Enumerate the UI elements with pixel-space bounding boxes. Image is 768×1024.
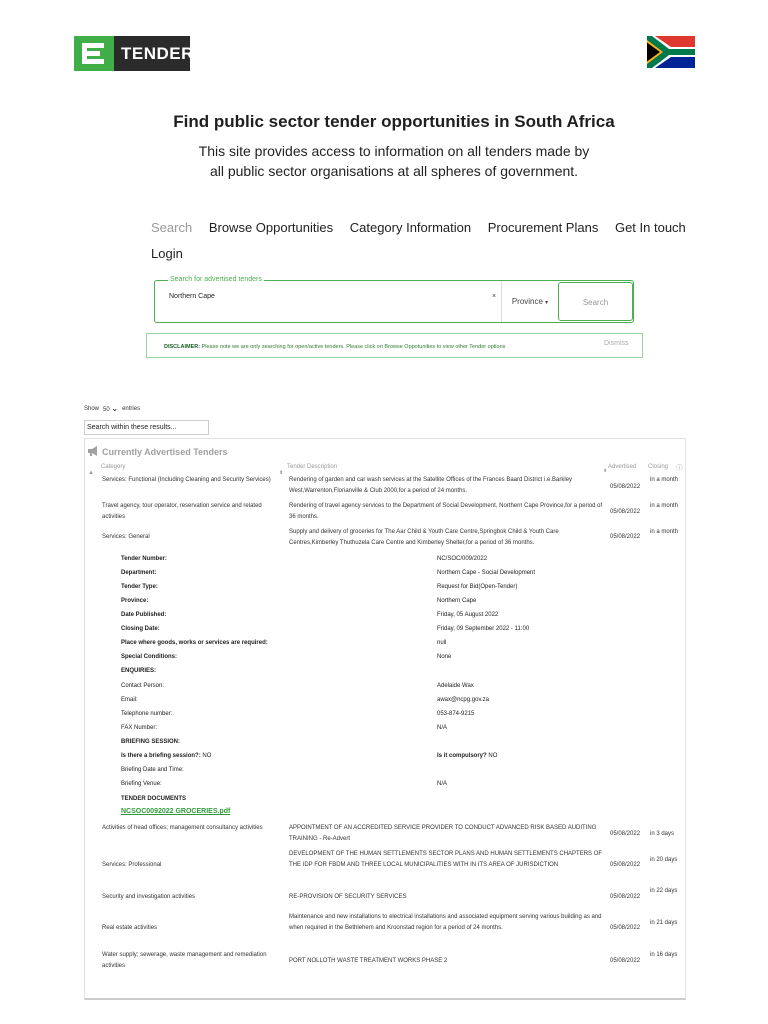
header-advertised[interactable]: Advertised <box>608 464 637 470</box>
nav-category-information[interactable]: Category Information <box>349 220 472 235</box>
megaphone-icon <box>87 446 99 458</box>
detail-value: NC/SOC/009/2022 <box>437 556 488 562</box>
row-description: RE-PROVISION OF SECURITY SERVICES <box>289 894 407 900</box>
search-legend: Search for advertised tenders <box>170 276 262 283</box>
row-category: Travel agency, tour operator, reservation service and related activities <box>102 503 262 520</box>
row-advertised: 05/08/2022 <box>610 925 641 931</box>
section-label: ENQUIRIES: <box>121 668 157 674</box>
detail-label: Tender Number: <box>121 556 167 562</box>
detail-value: N/A <box>437 725 448 731</box>
info-icon[interactable]: ⓘ <box>676 465 683 472</box>
sort-icon[interactable]: ⬍ <box>603 468 608 474</box>
search-button[interactable]: Search <box>558 282 633 321</box>
row-description: Rendering of travel agency services to the Department of Social Development, Northern Cape Province,for a period of 36 months. <box>289 503 603 520</box>
detail-value: Friday, 09 September 2022 - 11:00 <box>437 626 530 632</box>
detail-value: Request for Bid(Open-Tender) <box>437 584 518 590</box>
table-row[interactable] <box>102 886 684 910</box>
detail-label: Is there a briefing session?: <box>121 753 201 759</box>
page-title: Find public sector tender opportunities in South Africa <box>173 112 615 131</box>
header-closing[interactable]: Closing <box>648 464 669 470</box>
entries-select[interactable]: 50 ⌄ <box>103 404 119 413</box>
detail-label: Email: <box>121 697 138 703</box>
header-category[interactable]: Category <box>101 464 126 470</box>
row-category: Services: General <box>102 534 150 540</box>
subtitle-line-1: This site provides access to information on all tenders made by <box>198 143 590 159</box>
row-advertised: 05/08/2022 <box>610 831 641 837</box>
detail-label: Closing Date: <box>121 626 160 632</box>
table-row[interactable] <box>102 501 684 527</box>
row-category: Water supply; sewerage, waste management and remediation activities <box>102 952 267 969</box>
subtitle-line-2: all public sector organisations at all spheres of government. <box>209 163 579 179</box>
filter-results-input[interactable]: Search within these results... <box>84 420 209 435</box>
disclaimer-label: DISCLAIMER: <box>164 344 201 350</box>
clear-search-icon[interactable]: × <box>492 293 497 300</box>
brand-logo[interactable] <box>74 36 194 71</box>
row-category: Services: Professional <box>102 862 162 868</box>
south-africa-flag-icon <box>647 36 695 68</box>
disclaimer-message: Please note we are only searching for open/active tenders. Please click on Browse Oppotunities to view other Tender options <box>201 344 506 350</box>
nav-search[interactable]: Search <box>151 220 193 235</box>
row-closing: in 3 days <box>650 831 675 837</box>
row-advertised: 05/08/2022 <box>610 509 641 515</box>
nav-get-in-touch[interactable]: Get In touch <box>614 220 686 235</box>
detail-value: Northern Cape <box>437 598 477 604</box>
tender-document-link[interactable]: NCSOC0092022 GROCERIES.pdf <box>121 808 231 815</box>
detail-label: Telephone number: <box>121 711 173 717</box>
table-row[interactable] <box>102 527 684 551</box>
detail-label: FAX Number: <box>121 725 158 731</box>
detail-label: Tender Type: <box>121 584 158 590</box>
row-advertised: 05/08/2022 <box>610 534 641 540</box>
detail-value: 053-874-9215 <box>437 711 475 717</box>
row-category: Activities of head offices; management consultancy activities <box>102 825 263 831</box>
table-row[interactable] <box>102 912 684 946</box>
row-closing: in 21 days <box>650 920 678 926</box>
logo-text: TENDER <box>114 36 190 71</box>
detail-label: Department: <box>121 570 157 576</box>
detail-row <box>437 753 497 759</box>
detail-row <box>121 753 211 759</box>
sort-up-icon[interactable]: ▲ <box>88 470 94 476</box>
province-dropdown[interactable] <box>501 281 558 322</box>
table-row[interactable] <box>102 849 684 883</box>
row-closing: in a month <box>650 503 679 509</box>
section-label: TENDER DOCUMENTS <box>121 796 187 802</box>
detail-value: Northern Cape - Social Development <box>437 570 536 576</box>
detail-label: Briefing Venue: <box>121 781 162 787</box>
table-row[interactable] <box>102 475 684 501</box>
caret-down-icon: ▾ <box>545 300 549 306</box>
table-caption <box>87 446 228 458</box>
row-advertised: 05/08/2022 <box>610 958 641 964</box>
row-category: Security and investigation activities <box>102 894 196 900</box>
detail-value: NO <box>488 753 498 759</box>
detail-value: Friday, 05 August 2022 <box>437 612 499 618</box>
row-description: DEVELOPMENT OF THE HUMAN SETTLEMENTS SECTOR PLANS AND HUMAN SETTLEMENTS CHAPTERS OF THE IDP FOR FBDM AND THREE LOCAL MUNICIPALITIES WITH IN ITS AREA OF JURISDICTION <box>289 851 603 868</box>
detail-label: Contact Person: <box>121 683 165 689</box>
row-advertised: 05/08/2022 <box>610 894 641 900</box>
detail-label: Date Published: <box>121 612 167 618</box>
detail-label: Province: <box>121 598 149 604</box>
row-advertised: 05/08/2022 <box>610 484 641 490</box>
row-description: Maintenance and new installations to electrical installations and associated equipment serving various building as and when required in the Bethlehem and Kroonstad region for a period of 24 months. <box>289 914 602 931</box>
detail-value: None <box>437 654 452 660</box>
detail-value: Adelaide Wax <box>437 683 474 689</box>
detail-label: Is it compulsory? <box>437 753 487 759</box>
nav-login[interactable]: Login <box>151 246 183 261</box>
search-input[interactable]: Northern Cape <box>169 293 215 300</box>
chevron-down-icon: ⌄ <box>111 404 119 413</box>
detail-value: null <box>437 640 447 646</box>
row-closing: in a month <box>650 477 679 483</box>
section-label: BRIEFING SESSION: <box>121 739 181 745</box>
row-closing: in a month <box>650 529 679 535</box>
detail-value: NO <box>202 753 212 759</box>
row-category: Real estate activities <box>102 925 158 931</box>
detail-label: Briefing Date and Time: <box>121 767 184 773</box>
header-description[interactable]: Tender Description <box>287 464 338 470</box>
row-closing: in 20 days <box>650 857 678 863</box>
dismiss-button[interactable]: Dismiss <box>604 340 629 347</box>
disclaimer-text <box>164 344 505 350</box>
row-category: Services: Functional (Including Cleaning and Security Services) <box>102 477 271 483</box>
table-row[interactable] <box>102 823 684 849</box>
main-nav <box>151 220 699 235</box>
detail-label: Place where goods, works or services are required: <box>121 640 268 646</box>
entries-control <box>84 404 140 413</box>
row-description: APPOINTMENT OF AN ACCREDITED SERVICE PROVIDER TO CONDUCT ADVANCED RISK BASED AUDITING TRAINING - Re-Advert <box>289 825 597 842</box>
row-description: Rendering of garden and car wash services at the Satellite Offices of the Frances Baard District i.e.Barkley West,Warrenton,Florianville & Club 2000,for a period of 24 months. <box>289 477 573 494</box>
row-closing: in 16 days <box>650 952 678 958</box>
detail-value: N/A <box>437 781 448 787</box>
show-label: Show <box>84 405 100 412</box>
row-description: Supply and delivery of groceries for The Aar Child & Youth Care Centre,Springbok Child & Youth Care Centres,Kimberley Thuthuzela Care Centre and Kimberley Shelter,for a period of 36 months. <box>289 529 559 546</box>
row-description: PORT NOLLOTH WASTE TREATMENT WORKS PHASE 2 <box>289 958 448 964</box>
table-row[interactable] <box>102 950 684 976</box>
sort-icon[interactable]: ⬍ <box>279 470 284 476</box>
nav-procurement-plans[interactable]: Procurement Plans <box>487 220 599 235</box>
row-closing: in 22 days <box>650 888 678 894</box>
row-advertised: 05/08/2022 <box>610 862 641 868</box>
caption-text: Currently Advertised Tenders <box>102 447 228 457</box>
detail-label: Special Conditions: <box>121 654 178 660</box>
nav-browse-opportunities[interactable]: Browse Opportunities <box>208 220 334 235</box>
province-label: Province <box>511 297 543 306</box>
page-subtitle <box>0 141 768 181</box>
email-link[interactable]: awax@ncpg.gov.za <box>437 697 490 703</box>
logo-e-mark <box>74 36 114 71</box>
entries-label: entries <box>122 405 141 412</box>
